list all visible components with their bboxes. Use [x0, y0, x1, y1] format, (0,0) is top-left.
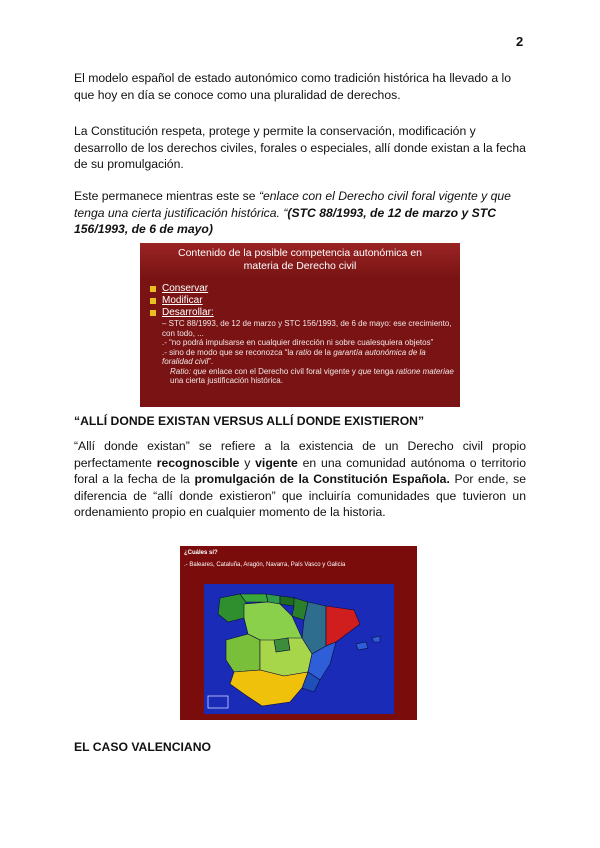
slide-subpoint-4: Ratio: que enlace con el Derecho civil foral vigente y que tenga ratione materiae una cierta justificación histórica. [170, 366, 454, 385]
slide-subpoint-2: .- “no podrá impulsarse en cualquier dirección ni sobre cualesquiera objetos” [162, 338, 434, 347]
slide-subpoint-1: – STC 88/1993, de 12 de marzo y STC 156/1993, de 6 de mayo: ese crecimiento, con todo, ... [162, 319, 452, 338]
paragraph-3-quote: “enlace con el Derecho civil foral vigente y que tenga una cierta justificación histórica. “ [74, 189, 511, 220]
paragraph-existan: “Allí donde existan” se refiere a la existencia de un Derecho civil propio perfectamente recognoscible y vigente en una comunidad autónoma o territorio foral a la fecha de la promulgación de la Constitución Española. Por ende, se diferencia de “allí donde existieron” que incluiría comunidades que tuvieron un ordenamiento propio en cualquier momento de la historia. [74, 439, 527, 519]
slide-item-modificar: Modificar [150, 295, 460, 307]
paragraph-3 [74, 188, 526, 238]
slide-title: Contenido de la posible competencia autonómica en materia de Derecho civil [140, 243, 460, 277]
page-number: 2 [516, 34, 524, 49]
slide-item-conservar: Conservar [150, 283, 460, 295]
paragraph-2: La Constitución respeta, protege y permite la conservación, modificación y desarrollo de los derechos civiles, forales o especiales, allí donde existan a la fecha de su promulgación. [74, 124, 526, 171]
paragraph-3-intro: Este permanece mientras este se [74, 189, 259, 203]
section-heading-valenciano: EL CASO VALENCIANO [74, 740, 212, 754]
map-region-madrid [274, 638, 290, 652]
slide-competencia-autonomica [140, 243, 460, 407]
map-spain-autonomies [204, 584, 394, 714]
slide-question: ¿Cuáles sí? [184, 550, 218, 556]
slide-subpoint-3: .- sino de modo que se reconozca “la ratio de la garantía autonómica de la foralidad civil”. [162, 347, 426, 366]
paragraph-3-reference: (STC 88/1993, de 12 de marzo y STC 156/1993, de 6 de mayo) [74, 205, 497, 236]
section-heading-existan: “ALLÍ DONDE EXISTAN VERSUS ALLÍ DONDE EXISTIERON” [74, 414, 425, 428]
slide-map-spain [180, 546, 417, 720]
map-region-extremadura [226, 634, 260, 672]
paragraph-1: El modelo español de estado autonómico como tradición histórica ha llevado a lo que hoy en día se conoce como una pluralidad de derechos. [74, 71, 511, 102]
slide-regions-list: .- Baleares, Cataluña, Aragón, Navarra, País Vasco y Galicia [184, 562, 346, 568]
map-region-pais-vasco [280, 596, 296, 606]
slide-list [150, 283, 460, 319]
slide-item-desarrollar: Desarrollar: [150, 307, 460, 319]
